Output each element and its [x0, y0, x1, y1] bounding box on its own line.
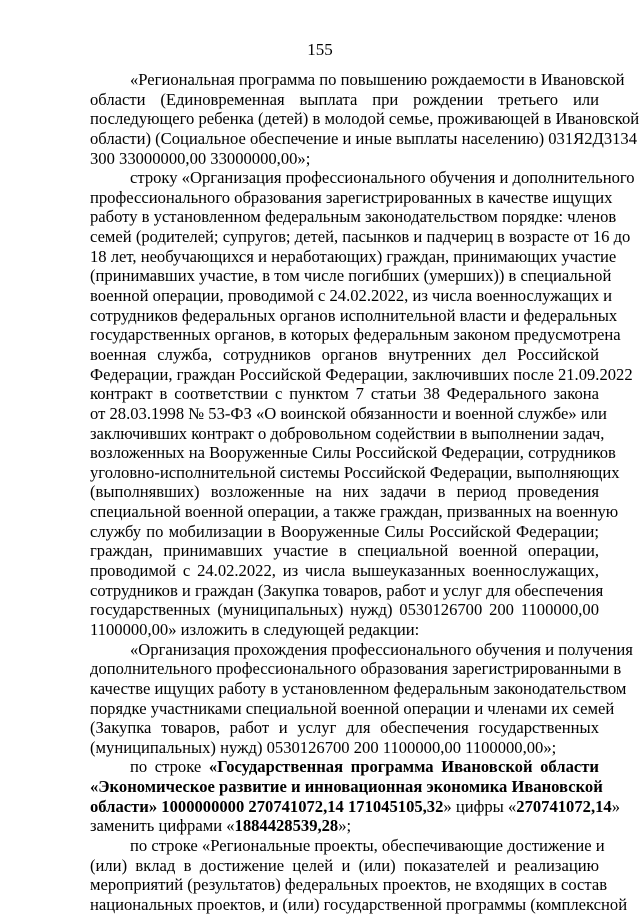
bold-text: области» 1000000000 270741072,14 171045105,32	[90, 796, 444, 816]
text-line: заключивших контракт о добровольном содействии в выполнении задач,	[90, 423, 605, 443]
text-line: «Организация прохождения профессионального обучения и получения	[130, 639, 633, 659]
text-line: (муниципальных) нужд) 0530126700 200 1100000,00 1100000,00»;	[90, 737, 557, 757]
paragraph	[90, 835, 628, 915]
bold-text: 270741072,14	[516, 796, 612, 816]
text-line: от 28.03.1998 № 53-ФЗ «О воинской обязанности и военной службе» или	[90, 403, 607, 423]
paragraph	[90, 168, 635, 639]
text-line: (или) вклад в достижение целей и (или) показателей и реализацию	[90, 855, 599, 875]
text-line: семей (родителей; супругов; детей, пасынков и падчериц в возрасте от 16 до	[90, 227, 631, 247]
text-line: 1100000,00» изложить в следующей редакции:	[90, 619, 420, 639]
text-line: уголовно-исполнительной системы Российской Федерации, выполняющих	[90, 462, 620, 482]
text-line: порядке участниками специальной военной операции и членами их семей	[90, 698, 615, 718]
text-line: 18 лет, необучающихся и неработающих) граждан, принимающих участие	[90, 246, 617, 266]
text-line: службу по мобилизации в Вооруженные Силы Российской Федерации;	[90, 521, 599, 541]
text-run: »;	[338, 816, 352, 836]
text-line: военной операции, проводимой с 24.02.2022, из числа военнослужащих и	[90, 286, 613, 306]
text-line: военная служба, сотрудников органов внутренних дел Российской	[90, 344, 599, 364]
text-line	[90, 777, 603, 797]
text-line: специальной военной операции, а также граждан, призванных на военную	[90, 502, 619, 522]
text-line: контракт в соответствии с пунктом 7 статьи 38 Федерального закона	[90, 384, 599, 404]
document-body	[90, 70, 640, 915]
text-line: граждан, принимавших участие в специальной военной операции,	[90, 541, 599, 561]
text-line: качестве ищущих работу в установленном федеральным законодательством	[90, 678, 627, 698]
text-line: мероприятий (результатов) федеральных проектов, не входящих в состав	[90, 875, 608, 895]
text-line	[90, 796, 620, 817]
bold-text: 1884428539,28	[234, 816, 339, 836]
text-run: »	[611, 796, 620, 816]
text-line: строку «Организация профессионального обучения и дополнительного	[130, 168, 635, 188]
text-line: области (Единовременная выплата при рождении третьего или	[90, 89, 599, 109]
text-line	[90, 757, 599, 777]
text-run: заменить цифрами «	[90, 816, 235, 836]
text-line: сотрудников федеральных органов исполнительной власти и федеральных	[90, 305, 618, 325]
text-line: проводимой с 24.02.2022, из числа вышеуказанных военнослужащих,	[90, 561, 599, 581]
paragraph	[90, 757, 620, 836]
text-line: по строке «Региональные проекты, обеспечивающие достижение и	[130, 835, 605, 855]
text-line: области) (Социальное обеспечение и иные выплаты населению) 031Я2Д3134	[90, 128, 638, 148]
text-line: (принимавших участие, в том числе погибших (умерших)) в специальной	[90, 266, 612, 286]
text-line	[90, 816, 599, 836]
text-line: Федерации, граждан Российской Федерации, заключивших после 21.09.2022	[90, 364, 633, 384]
paragraph	[90, 70, 640, 168]
text-line: «Региональная программа по повышению рождаемости в Ивановской	[130, 70, 625, 89]
bold-text: «Государственная программа Ивановской области	[208, 757, 599, 777]
text-line: работу в установленном федеральным законодательством порядке: членов	[90, 207, 617, 227]
text-line: государственных (муниципальных) нужд) 0530126700 200 1100000,00	[90, 600, 599, 620]
text-line: национальных проектов, и (или) государственной программы (комплексной	[90, 894, 628, 914]
text-line: (Закупка товаров, работ и услуг для обеспечения государственных	[90, 718, 599, 738]
page-number: 155	[307, 40, 333, 59]
text-line: сотрудников и граждан (Закупка товаров, работ и услуг для обеспечения	[90, 580, 604, 600]
text-run: по строке	[130, 757, 209, 777]
paragraph	[90, 639, 633, 758]
text-line: профессионального образования зарегистрированных в качестве ищущих	[90, 187, 613, 207]
text-line: возложенных на Вооруженные Силы Российской Федерации, сотрудников	[90, 443, 616, 463]
text-line: последующего ребенка (детей) в молодой семье, проживающей в Ивановской	[90, 109, 640, 129]
text-line: 300 33000000,00 33000000,00»;	[90, 148, 311, 168]
bold-text: «Экономическое развитие и инновационная экономика Ивановской	[90, 777, 603, 797]
text-run: » цифры «	[443, 796, 517, 816]
text-line: дополнительного профессионального образования зарегистрированными в	[90, 659, 622, 679]
text-line: (выполнявших) возложенные на них задачи в период проведения	[90, 482, 599, 502]
text-line: государственных органов, в которых федеральным законом предусмотрена	[90, 325, 621, 345]
